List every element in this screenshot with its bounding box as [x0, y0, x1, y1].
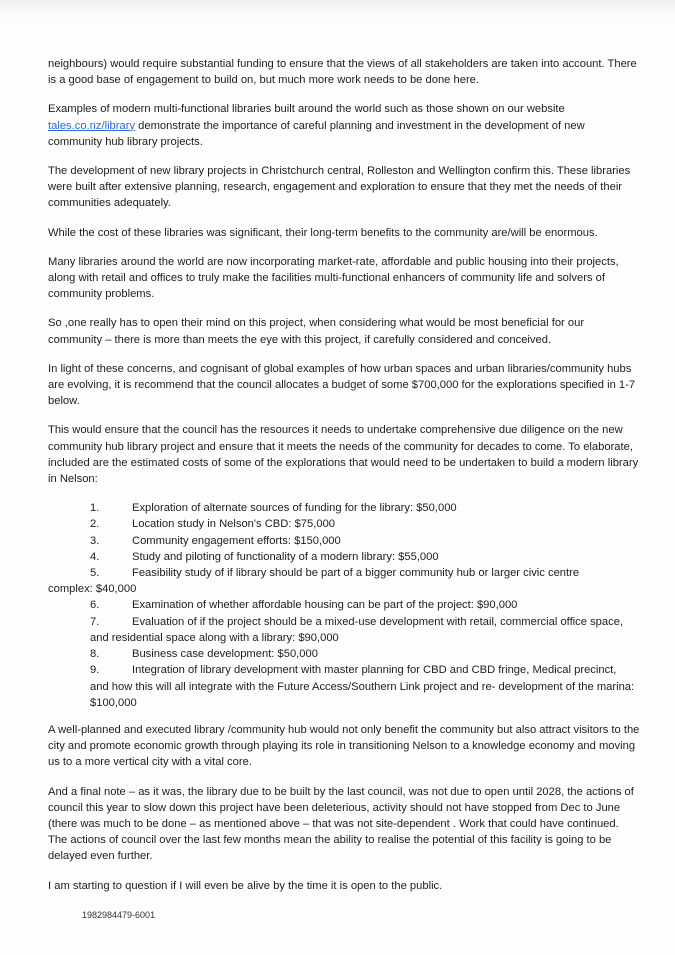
scan-edge — [0, 0, 675, 20]
list-item — [48, 533, 640, 549]
list-item — [48, 597, 640, 613]
letter-body — [48, 56, 640, 907]
list-item-number: 6. — [90, 599, 100, 612]
cost-list — [48, 500, 640, 711]
list-item-text: Evaluation of if the project should be a mixed-use development with retail, commercial office space, — [132, 615, 624, 628]
list-item-number: 1. — [90, 502, 100, 515]
list-item-continuation: and how this will all integrate with the Future Access/Southern Link project and re- development of the marina: $100,000 — [90, 680, 635, 709]
paragraph-funding: neighbours) would require substantial funding to ensure that the views of all stakeholders are taken into account. There is a good base of engagement to build on, but much more work needs to be done here. — [48, 58, 637, 87]
list-item-text: Community engagement efforts: $150,000 — [132, 534, 341, 547]
list-item — [48, 646, 640, 662]
paragraph-examples-end: demonstrate the importance of careful planning and investment in the development of new community hub library projects. — [48, 119, 585, 148]
paragraph-examples — [48, 101, 640, 150]
list-item-text: Feasibility study of if library should be part of a bigger community hub or larger civic centre — [132, 567, 580, 580]
list-item-continuation: and residential space along with a library: $90,000 — [90, 631, 339, 644]
tales-library-link[interactable]: tales.co.nz/library — [48, 119, 136, 132]
paragraph-final-note: And a final note – as it was, the library due to be built by the last council, was not due to open until 2028, the actions of council this year to slow down this project have been deleterious, activity should not have stopped from Dec to June (there was much to be done – as mentioned above – that was not site-dependent . Work that could have continued. The actions of council over the last few months mean the ability to realise the potential of this facility is going to be delayed even further. — [48, 785, 634, 863]
list-item-number: 7. — [90, 615, 100, 628]
list-item-text: Exploration of alternate sources of funding for the library: $50,000 — [132, 502, 457, 515]
list-item-number: 9. — [90, 664, 100, 677]
list-item — [48, 516, 640, 532]
paragraph-open-mind: So ,one really has to open their mind on this project, when considering what would be most beneficial for our community – there is more than meets the eye with this project, if carefully considered and conceived. — [48, 317, 585, 346]
list-item-number: 5. — [90, 567, 100, 580]
list-item-text: Integration of library development with master planning for CBD and CBD fringe, Medical precinct, — [132, 664, 617, 677]
paragraph-cost-benefit: While the cost of these libraries was significant, their long-term benefits to the community are/will be enormous. — [48, 226, 598, 239]
list-item-number: 2. — [90, 518, 100, 531]
paragraph-housing: Many libraries around the world are now incorporating market-rate, affordable and public housing into their projects, along with retail and offices to truly make the facilities multi-functional enhancers of community life and solvers of community problems. — [48, 255, 619, 301]
paragraph-due-diligence: This would ensure that the council has the resources it needs to undertake comprehensive due diligence on the new community hub library project and ensure that it meets the needs of the community for decades to come. To elaborate, included are the estimated costs of some of the explorations that would need to be undertaken to build a modern library in Nelson: — [48, 424, 639, 486]
paragraph-new-projects: The development of new library projects in Christchurch central, Rolleston and Wellington confirm this. These libraries were built after extensive planning, research, engagement and exploration to ensure that they met the needs of their communities adequately. — [48, 165, 631, 210]
list-item-text: Business case development: $50,000 — [132, 648, 318, 661]
list-item — [48, 500, 640, 516]
list-item — [48, 662, 640, 711]
paragraph-examples-start: Examples of modern multi-functional libraries built around the world such as those shown on our website — [48, 103, 565, 116]
paragraph-closing: I am starting to question if I will even be alive by the time it is open to the public. — [48, 879, 443, 892]
list-item-continuation: complex: $40,000 — [48, 583, 137, 596]
list-item-number: 4. — [90, 550, 100, 563]
document-id: 1982984479-6001 — [82, 910, 156, 920]
list-item-text: Study and piloting of functionality of a modern library: $55,000 — [132, 550, 439, 563]
list-item-number: 8. — [90, 648, 100, 661]
paragraph-well-planned: A well-planned and executed library /community hub would not only benefit the community but also attract visitors to the city and promote economic growth through playing its role in transitioning Nelson to a knowledge economy and moving us to a more vertical city with a vital core. — [48, 723, 640, 769]
list-item — [48, 549, 640, 565]
paragraph-budget: In light of these concerns, and cognisant of global examples of how urban spaces and urban libraries/community hubs are evolving, it is recommend that the council allocates a budget of some $700,000 for the explorations specified in 1-7 below. — [48, 362, 636, 408]
list-item-text: Location study in Nelson's CBD: $75,000 — [132, 518, 336, 531]
list-item — [48, 614, 640, 646]
list-item-number: 3. — [90, 534, 100, 547]
list-item — [48, 565, 640, 597]
list-item-text: Examination of whether affordable housing can be part of the project: $90,000 — [132, 599, 518, 612]
